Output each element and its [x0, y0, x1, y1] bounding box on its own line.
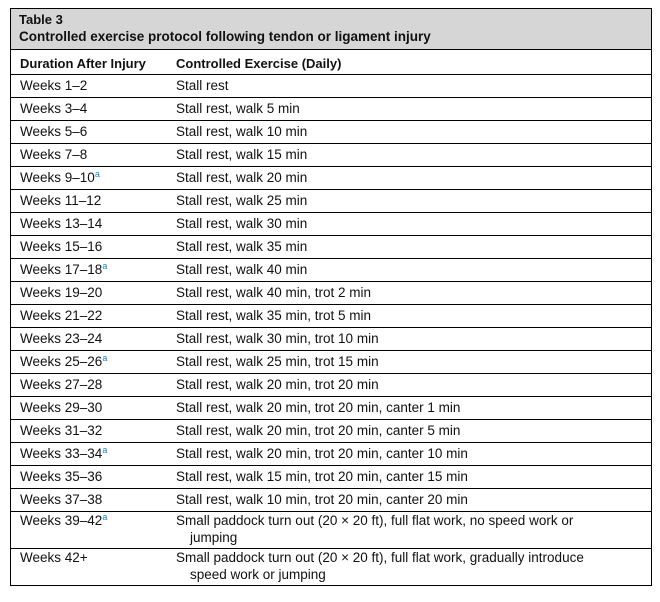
table-row [11, 75, 651, 98]
header-row [11, 50, 651, 75]
duration-cell [11, 512, 167, 549]
exercise-cell [167, 374, 651, 397]
duration-cell [11, 282, 167, 305]
duration-cell [11, 121, 167, 144]
duration-cell [11, 466, 167, 489]
duration-text: Weeks 9–10 [20, 170, 95, 185]
exercise-text-continued: speed work or jumping [190, 566, 326, 582]
exercise-cell [167, 144, 651, 167]
exercise-text: Stall rest, walk 40 min, trot 2 min [176, 285, 372, 300]
duration-text: Weeks 29–30 [20, 400, 103, 415]
exercise-text: Small paddock turn out (20 × 20 ft), full flat work, no speed work or [176, 513, 574, 528]
duration-cell [11, 397, 167, 420]
footnote-marker: a [102, 512, 108, 522]
table-row [11, 282, 651, 305]
exercise-cell [167, 443, 651, 466]
duration-text: Weeks 11–12 [20, 193, 102, 208]
duration-text: Weeks 1–2 [20, 78, 88, 93]
exercise-cell [167, 98, 651, 121]
table-row [11, 466, 651, 489]
exercise-cell [167, 190, 651, 213]
exercise-text: Stall rest, walk 15 min, trot 20 min, canter 15 min [176, 469, 468, 484]
duration-text: Weeks 27–28 [20, 377, 103, 392]
duration-text: Weeks 5–6 [20, 124, 88, 139]
table-header [11, 50, 651, 75]
duration-text: Weeks 39–42 [20, 513, 103, 528]
table-row [11, 121, 651, 144]
duration-cell [11, 489, 167, 512]
duration-text: Weeks 31–32 [20, 423, 103, 438]
exercise-text: Stall rest, walk 35 min [176, 239, 308, 254]
duration-text: Weeks 7–8 [20, 147, 88, 162]
exercise-cell [167, 167, 651, 190]
exercise-cell [167, 489, 651, 512]
duration-text: Weeks 42+ [20, 550, 88, 565]
table-row [11, 144, 651, 167]
table-body [11, 75, 651, 586]
duration-cell [11, 75, 167, 98]
duration-text: Weeks 19–20 [20, 285, 103, 300]
duration-text: Weeks 15–16 [20, 239, 103, 254]
footnote-marker: a [102, 261, 108, 271]
duration-text: Weeks 25–26 [20, 354, 103, 369]
duration-text: Weeks 35–36 [20, 469, 103, 484]
exercise-cell [167, 259, 651, 282]
duration-text: Weeks 21–22 [20, 308, 103, 323]
header-duration: Duration After Injury [20, 56, 146, 71]
exercise-protocol-table-container [10, 8, 652, 586]
duration-cell [11, 167, 167, 190]
table-row [11, 305, 651, 328]
table-row [11, 489, 651, 512]
duration-cell [11, 98, 167, 121]
exercise-cell [167, 351, 651, 374]
duration-cell [11, 144, 167, 167]
exercise-text: Stall rest, walk 30 min, trot 10 min [176, 331, 379, 346]
table-row [11, 512, 651, 549]
exercise-cell [167, 75, 651, 98]
duration-cell [11, 213, 167, 236]
table-row [11, 420, 651, 443]
table-row [11, 213, 651, 236]
table-row [11, 259, 651, 282]
table-caption [11, 9, 651, 50]
exercise-cell [167, 328, 651, 351]
duration-text: Weeks 3–4 [20, 101, 88, 116]
duration-cell [11, 420, 167, 443]
duration-cell [11, 328, 167, 351]
exercise-cell [167, 282, 651, 305]
exercise-text: Stall rest, walk 10 min [176, 124, 308, 139]
table-row [11, 328, 651, 351]
table-row [11, 236, 651, 259]
exercise-protocol-table [11, 50, 651, 585]
exercise-cell [167, 466, 651, 489]
table-row [11, 397, 651, 420]
exercise-text: Stall rest, walk 20 min, trot 20 min, canter 10 min [176, 446, 468, 461]
exercise-text: Stall rest, walk 20 min, trot 20 min, canter 1 min [176, 400, 461, 415]
exercise-text: Stall rest, walk 35 min, trot 5 min [176, 308, 372, 323]
exercise-cell [167, 121, 651, 144]
table-row [11, 190, 651, 213]
duration-cell [11, 259, 167, 282]
exercise-text: Stall rest, walk 10 min, trot 20 min, canter 20 min [176, 492, 468, 507]
exercise-cell [167, 549, 651, 586]
exercise-text: Stall rest, walk 5 min [176, 101, 300, 116]
footnote-marker: a [94, 169, 100, 179]
duration-text: Weeks 13–14 [20, 216, 103, 231]
table-label: Table 3 [19, 12, 63, 27]
duration-cell [11, 190, 167, 213]
footnote-marker: a [102, 445, 108, 455]
duration-text: Weeks 33–34 [20, 446, 103, 461]
duration-text: Weeks 23–24 [20, 331, 103, 346]
exercise-text: Stall rest, walk 25 min [176, 193, 308, 208]
exercise-text: Stall rest, walk 25 min, trot 15 min [176, 354, 379, 369]
duration-cell [11, 443, 167, 466]
exercise-cell [167, 305, 651, 328]
table-row [11, 167, 651, 190]
exercise-text: Stall rest, walk 40 min [176, 262, 308, 277]
exercise-cell [167, 512, 651, 549]
duration-text: Weeks 37–38 [20, 492, 103, 507]
exercise-cell [167, 213, 651, 236]
duration-cell [11, 236, 167, 259]
footnote-marker: a [102, 353, 108, 363]
duration-cell [11, 305, 167, 328]
duration-cell [11, 351, 167, 374]
exercise-text: Stall rest, walk 30 min [176, 216, 308, 231]
table-row [11, 443, 651, 466]
duration-text: Weeks 17–18 [20, 262, 103, 277]
table-row [11, 549, 651, 586]
exercise-cell [167, 420, 651, 443]
exercise-text: Stall rest, walk 20 min [176, 170, 308, 185]
duration-cell [11, 374, 167, 397]
exercise-text: Stall rest, walk 20 min, trot 20 min, canter 5 min [176, 423, 461, 438]
duration-cell [11, 549, 167, 586]
exercise-text: Small paddock turn out (20 × 20 ft), full flat work, gradually introduce [176, 550, 584, 565]
table-row [11, 351, 651, 374]
table-row [11, 374, 651, 397]
table-title: Controlled exercise protocol following tendon or ligament injury [19, 29, 431, 44]
header-exercise: Controlled Exercise (Daily) [176, 56, 342, 71]
exercise-text-continued: jumping [190, 529, 238, 545]
exercise-text: Stall rest, walk 15 min [176, 147, 308, 162]
exercise-cell [167, 397, 651, 420]
exercise-text: Stall rest, walk 20 min, trot 20 min [176, 377, 379, 392]
table-row [11, 98, 651, 121]
exercise-text: Stall rest [176, 78, 229, 93]
exercise-cell [167, 236, 651, 259]
